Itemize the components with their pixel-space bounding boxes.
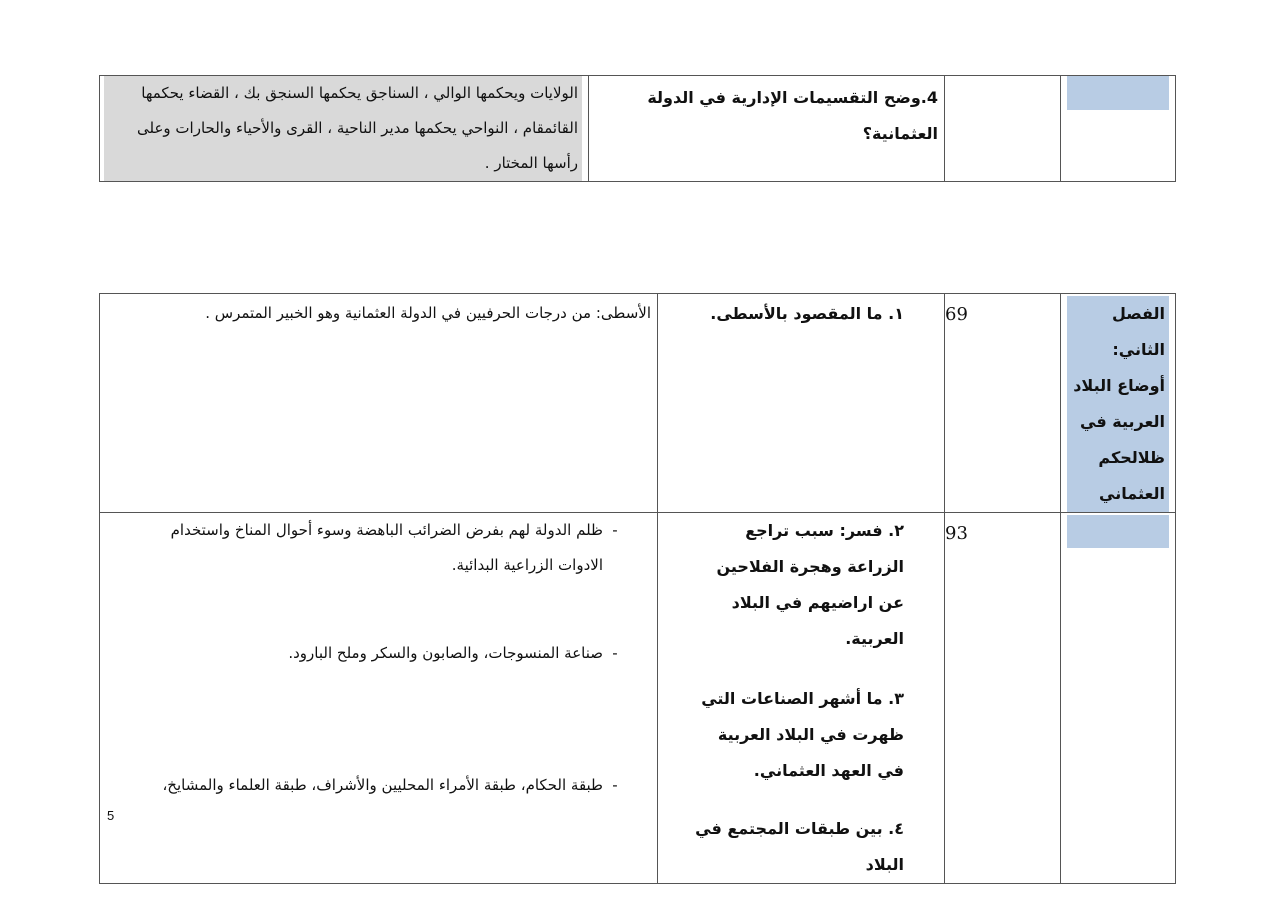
question-text: ١. ما المقصود بالأسطى. (710, 304, 904, 323)
main-table (99, 293, 1176, 884)
question-cell-2 (658, 513, 945, 884)
question-text: 4.وضح التقسيمات الإدارية في الدولة العثمانية؟ (647, 88, 938, 143)
chapter-cell-top (1061, 76, 1176, 182)
bullet-dash: - (612, 644, 618, 662)
answer-2 (100, 513, 657, 583)
answer-4-text: طبقة الحكام، طبقة الأمراء المحليين والأشراف، طبقة العلماء والمشايخ، (162, 776, 603, 794)
blue-highlight (1067, 515, 1169, 548)
answer-cell-2 (100, 513, 658, 884)
answer-text: الأسطى: من درجات الحرفيين في الدولة العثمانية وهو الخبير المتمرس . (205, 304, 651, 322)
question-3: ٣. ما أشهر الصناعات التي ظهرت في البلاد العربية في العهد العثماني. (701, 689, 904, 780)
answer-cell-top (100, 76, 589, 182)
chapter-cell-2 (1061, 513, 1176, 884)
blue-highlight (1067, 76, 1169, 110)
page-number: 69 (945, 304, 968, 325)
chapter-cell (1061, 294, 1176, 513)
page-number: 93 (945, 523, 968, 544)
answer-text: الولايات ويحكمها الوالي ، السناجق يحكمها السنجق بك ، القضاء يحكمها القائمقام ، النواحي يحكمها مدير الناحية ، القرى والأحياء والحارات وعلى رأسها المختار . (104, 76, 582, 181)
chapter-label: الفصل الثاني: أوضاع البلاد العربية في ظلالحكم العثماني (1067, 296, 1169, 512)
answer-2-text: ظلم الدولة لهم بفرض الضرائب الباهضة وسوء أحوال المناخ واستخدام الادوات الزراعية البدائية. (170, 521, 603, 574)
page-cell-top (945, 76, 1061, 182)
page-footer-number: 5 (107, 808, 115, 823)
answer-4 (100, 671, 657, 803)
answer-cell-1 (100, 294, 658, 513)
question-cell-top (589, 76, 945, 182)
page-cell-2 (945, 513, 1061, 884)
answer-3 (100, 583, 657, 671)
question-2: ٢. فسر: سبب تراجع الزراعة وهجرة الفلاحين عن اراضيهم في البلاد العربية. (716, 521, 904, 648)
question-cell-1 (658, 294, 945, 513)
question-4: ٤. بين طبقات المجتمع في البلاد (695, 819, 904, 874)
answer-3-text: صناعة المنسوجات، والصابون والسكر وملح البارود. (288, 644, 603, 662)
page-cell-1 (945, 294, 1061, 513)
top-table (99, 75, 1176, 182)
bullet-dash: - (612, 521, 618, 539)
bullet-dash: - (612, 776, 618, 794)
